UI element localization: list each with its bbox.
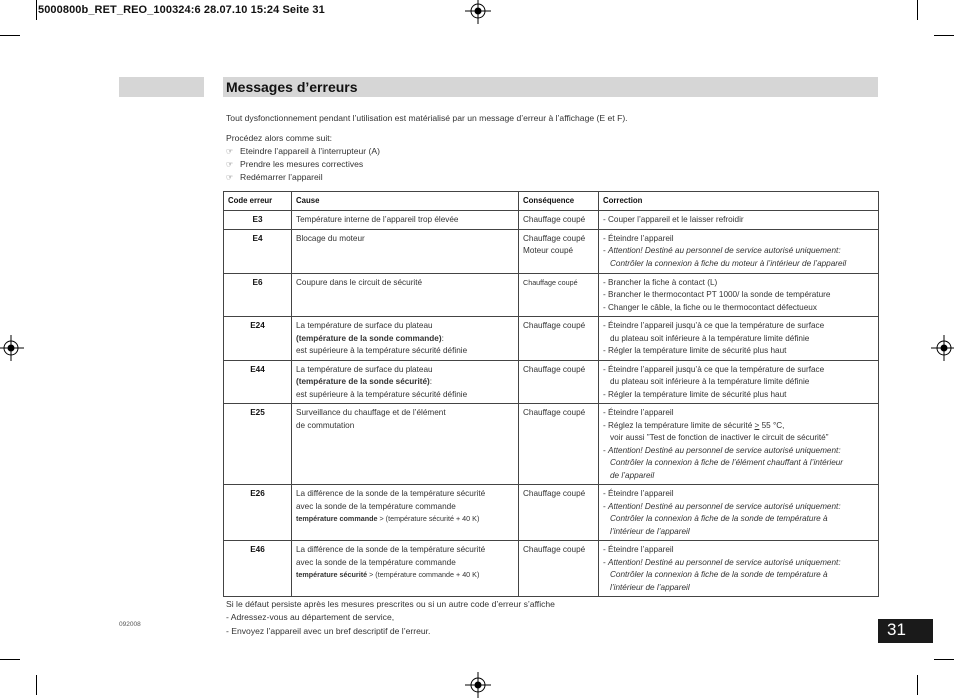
error-code: E24 [224,317,292,361]
error-correction: - Éteindre l’appareil - Attention! Destiné au personnel de service autorisé uniquement: Contrôler la connexion à fiche de la sonde de température à l’intérieur de l’appareil [599,485,879,541]
error-consequence: Chauffage coupé [519,541,599,597]
error-cause: La différence de la sonde de la température sécurité avec la sonde de la température commande température sécurité > (température commande + 40 K) [292,541,519,597]
error-correction: - Brancher la fiche à contact (L) - Brancher le thermocontact PT 1000/ la sonde de température - Changer le câble, la fiche ou le thermocontact défectueux [599,273,879,317]
crop-mark-tr-h [934,35,954,36]
header-cause: Cause [292,192,519,211]
error-cause: La température de surface du plateau (température de la sonde sécurité): est supérieure à la température sécurité définie [292,360,519,404]
error-consequence: Chauffage coupé Moteur coupé [519,229,599,273]
procedure-step [226,172,323,182]
table-row [224,360,879,404]
crop-mark-br-h [934,659,954,660]
table-row [224,485,879,541]
crop-mark-tl-v [36,0,37,20]
error-consequence: Chauffage coupé [519,485,599,541]
table-header-row [224,192,879,211]
error-cause: Température interne de l’appareil trop élevée [292,211,519,230]
footer-text: Si le défaut persiste après les mesures prescrites ou si un autre code d’erreur s’affiche [226,599,555,609]
error-code: E4 [224,229,292,273]
error-code: E26 [224,485,292,541]
crop-mark-tl-h [0,35,20,36]
section-side-bar [119,77,204,97]
error-correction: - Éteindre l’appareil - Réglez la température limite de sécurité > 55 °C, voir aussi ”Test de fonction de inactiver le circuit de sécurité” - Attention! Destiné au personnel de service autorisé uniquement: Contrôler la connexion à fiche de l’élément chauffant à l’intérieur de l’appareil [599,404,879,485]
registration-mark-bottom-icon [465,672,491,698]
hand-pointer-icon: ☞ [226,147,234,156]
table-row [224,211,879,230]
page-number: 31 [887,620,906,639]
error-code: E46 [224,541,292,597]
hand-pointer-icon: ☞ [226,160,234,169]
registration-mark-top-icon [465,0,491,24]
table-row [224,541,879,597]
document-code: 092008 [119,621,141,628]
error-code: E25 [224,404,292,485]
footer-text: - Adressez-vous au département de service, [226,612,395,622]
crop-mark-bl-h [0,659,20,660]
hand-pointer-icon: ☞ [226,173,234,182]
procedure-step-text: Prendre les mesures correctives [240,159,364,169]
error-correction: - Éteindre l’appareil jusqu’à ce que la température de surface du plateau soit inférieure à la température limite définie - Régler la température limite de sécurité plus haut [599,317,879,361]
error-correction: - Éteindre l’appareil - Attention! Destiné au personnel de service autorisé uniquement: Contrôler la connexion à fiche de la sonde de température à l’intérieur de l’appareil [599,541,879,597]
registration-mark-left-icon [0,335,24,361]
crop-mark-br-v [917,675,918,695]
error-cause: Surveillance du chauffage et de l’élément de commutation [292,404,519,485]
table-row [224,404,879,485]
procedure-step [226,146,380,156]
error-cause: Blocage du moteur [292,229,519,273]
error-consequence: Chauffage coupé [519,273,599,317]
procedure-step-text: Eteindre l’appareil à l’interrupteur (A) [240,146,380,156]
error-consequence: Chauffage coupé [519,404,599,485]
error-cause: Coupure dans le circuit de sécurité [292,273,519,317]
print-header: 5000800b_RET_REO_100324:6 28.07.10 15:24 Seite 31 [38,4,325,16]
header-consequence: Conséquence [519,192,599,211]
error-consequence: Chauffage coupé [519,211,599,230]
intro-text: Tout dysfonctionnement pendant l’utilisation est matérialisé par un message d’erreur à l’affichage (E et F). [226,113,628,123]
procedure-title: Procédez alors comme suit: [226,133,333,143]
table-row [224,317,879,361]
crop-mark-tr-v [917,0,918,20]
registration-mark-right-icon [931,335,954,361]
header-code: Code erreur [224,192,292,211]
error-code: E3 [224,211,292,230]
error-cause: La différence de la sonde de la température sécurité avec la sonde de la température commande température commande > (température sécurité + 40 K) [292,485,519,541]
procedure-step [226,159,363,169]
error-code: E6 [224,273,292,317]
error-correction: - Éteindre l’appareil - Attention! Destiné au personnel de service autorisé uniquement: Contrôler la connexion à fiche du moteur à l’intérieur de l’appareil [599,229,879,273]
error-code: E44 [224,360,292,404]
header-correction: Correction [599,192,879,211]
error-cause: La température de surface du plateau (température de la sonde commande): est supérieure à la température sécurité définie [292,317,519,361]
table-row [224,273,879,317]
table-row [224,229,879,273]
procedure-step-text: Redémarrer l’appareil [240,172,323,182]
footer-text: - Envoyez l’appareil avec un bref descriptif de l’erreur. [226,626,431,636]
error-consequence: Chauffage coupé [519,317,599,361]
error-correction: - Éteindre l’appareil jusqu’à ce que la température de surface du plateau soit inférieure à la température limite définie - Régler la température limite de sécurité plus haut [599,360,879,404]
error-consequence: Chauffage coupé [519,360,599,404]
crop-mark-bl-v [36,675,37,695]
error-correction: - Couper l’appareil et le laisser refroidir [599,211,879,230]
section-title: Messages d’erreurs [226,79,358,95]
error-table [223,191,879,597]
